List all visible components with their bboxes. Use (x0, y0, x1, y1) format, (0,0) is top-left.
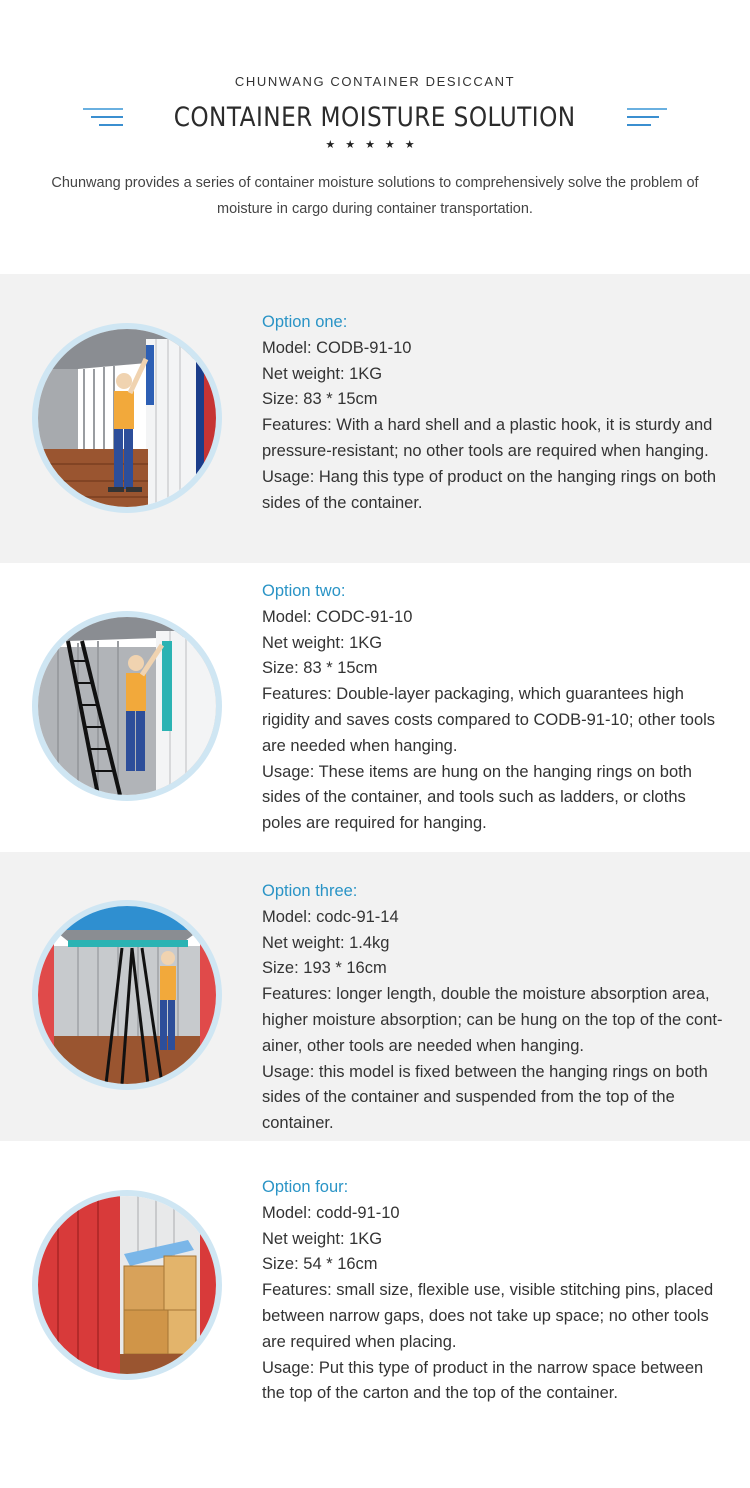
worker-on-ladder-icon (38, 617, 216, 795)
features-text: Features: longer length, double the moisture absorption area, higher moisture absorption; can be hung on the top of the cont-ainer, other tools are needed when hanging. (262, 985, 723, 1055)
option-title: Option four: (262, 1178, 349, 1196)
weight-text: Net weight: 1.4kg (262, 933, 390, 952)
model-text: Model: CODC-91-10 (262, 607, 413, 626)
left-lines-icon (83, 104, 127, 130)
features-text: Features: With a hard shell and a plastic hook, it is sturdy and pressure-resistant; no other tools are required when hanging. (262, 416, 713, 460)
worker-hanging-desiccant-icon (38, 329, 216, 507)
usage-text: Usage: These items are hung on the hanging rings on both sides of the container, and tools such as ladders, or cloths poles are required for hanging. (262, 762, 692, 833)
model-text: Model: codd-91-10 (262, 1203, 400, 1222)
ceiling-desiccant-icon (38, 906, 216, 1084)
features-text: Features: small size, flexible use, visible stitching pins, placed between narrow gaps, does not take up space; no other tools are required when placing. (262, 1281, 714, 1351)
option-four-text (262, 1175, 724, 1407)
carton-desiccant-icon (38, 1196, 216, 1374)
features-text: Features: Double-layer packaging, which guarantees high rigidity and saves costs compared to CODB-91-10; other tools are needed when hanging. (262, 685, 716, 755)
option-four-section (0, 1141, 750, 1488)
model-text: Model: codc-91-14 (262, 907, 399, 926)
option-four-image (32, 1190, 222, 1380)
intro-text: Chunwang provides a series of container moisture solutions to comprehensively solve the problem of moisture in cargo during container transportation. (51, 175, 699, 217)
size-text: Size: 83 * 15cm (262, 390, 378, 409)
option-three-text (262, 879, 724, 1137)
option-title: Option three: (262, 882, 358, 900)
option-one-text (262, 310, 724, 516)
weight-text: Net weight: 1KG (262, 364, 383, 383)
right-lines-icon (623, 104, 667, 130)
eyebrow-text: CHUNWANG CONTAINER DESICCANT (234, 74, 516, 89)
option-one-section (0, 274, 750, 563)
option-two-image (32, 611, 222, 801)
option-three-image (32, 900, 222, 1090)
usage-text: Usage: Hang this type of product on the hanging rings on both sides of the container. (262, 467, 717, 512)
star-rating-icon: ★★★★★ (325, 139, 425, 151)
option-two-text (262, 579, 724, 837)
page-title: CONTAINER MOISTURE SOLUTION (174, 101, 576, 133)
page-header (0, 0, 750, 274)
size-text: Size: 83 * 15cm (262, 659, 378, 678)
usage-text: Usage: Put this type of product in the narrow space between the top of the carton and the top of the container. (262, 1358, 704, 1403)
weight-text: Net weight: 1KG (262, 1229, 383, 1248)
model-text: Model: CODB-91-10 (262, 338, 412, 357)
title-row (0, 98, 750, 136)
option-two-section (0, 563, 750, 852)
usage-text: Usage: this model is fixed between the hanging rings on both sides of the container and suspended from the top of the container. (262, 1062, 708, 1133)
option-three-section (0, 852, 750, 1141)
option-title: Option one: (262, 313, 348, 331)
size-text: Size: 54 * 16cm (262, 1255, 378, 1274)
weight-text: Net weight: 1KG (262, 633, 383, 652)
option-one-image (32, 323, 222, 513)
option-title: Option two: (262, 582, 346, 600)
size-text: Size: 193 * 16cm (262, 959, 387, 978)
